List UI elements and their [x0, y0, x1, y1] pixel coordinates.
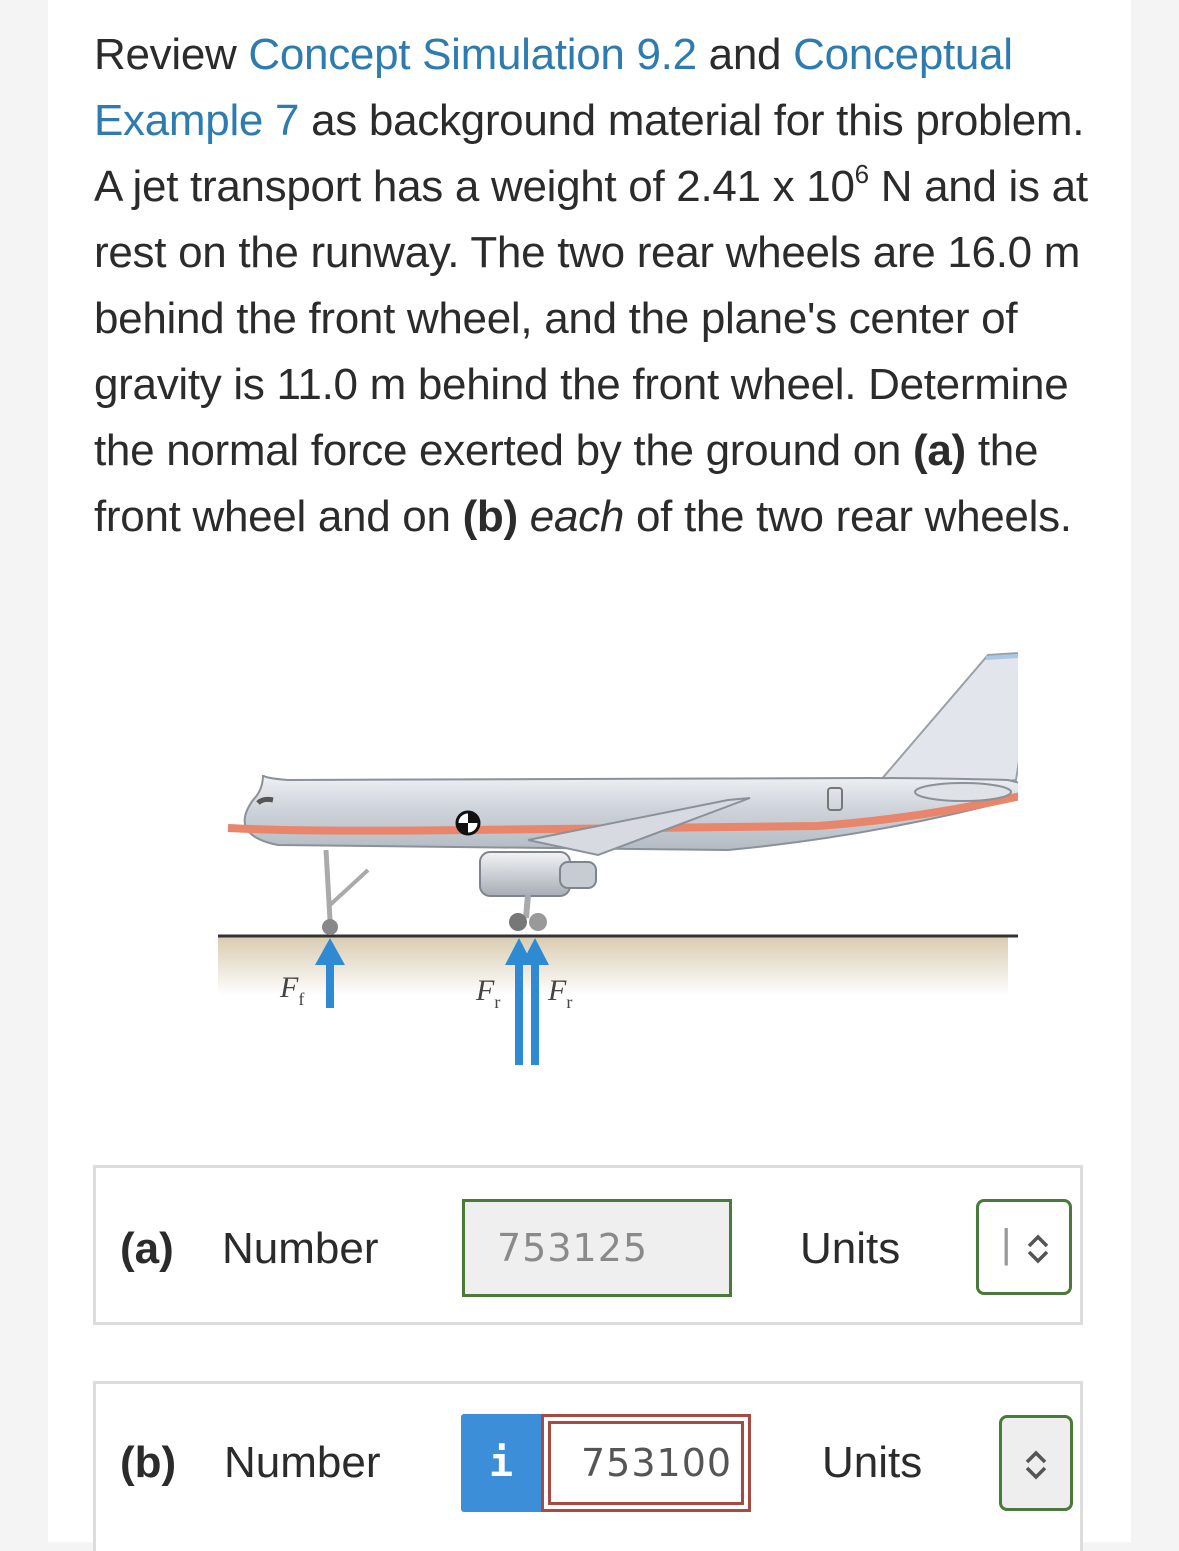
label-front-force: $F_f$: [280, 971, 305, 1009]
center-of-gravity-marker: [457, 812, 479, 834]
units-select-a[interactable]: [976, 1199, 1072, 1295]
label-rear-force-right: $F_r$: [548, 974, 573, 1012]
page: [48, 0, 1131, 1542]
tail-fin: [868, 652, 1018, 795]
conceptual-example-link[interactable]: Conceptual Example 7: [94, 30, 1013, 145]
units-label-b: Units: [822, 1438, 923, 1487]
part-b-marker: (b): [462, 492, 518, 541]
emphasis-each: each: [529, 492, 625, 541]
problem-text: Review: [94, 30, 249, 79]
units-select-a-value: |: [1001, 1222, 1012, 1266]
info-button[interactable]: i: [461, 1414, 541, 1512]
label-rear-force-left: $F_r$: [476, 974, 501, 1012]
problem-statement: [94, 22, 1094, 550]
exponent: 6: [854, 159, 869, 189]
problem-text: as background material for this problem. A jet transport has a weight of 2.41 x 10: [94, 96, 1085, 211]
problem-text: of the two rear wheels.: [624, 492, 1072, 541]
chevron-up-down-icon: [1023, 1232, 1053, 1266]
problem-text: the front wheel and on: [94, 426, 1039, 541]
engine: [480, 852, 570, 896]
airplane-figure: [168, 640, 1018, 1080]
concept-simulation-link[interactable]: Concept Simulation 9.2: [248, 30, 697, 79]
answer-row-a: [93, 1165, 1083, 1325]
number-input-b[interactable]: 753100: [548, 1421, 744, 1505]
rear-landing-gear: [509, 895, 547, 931]
rear-force-arrow-right: [521, 938, 549, 1065]
number-label-a: Number: [222, 1224, 379, 1273]
ground: [218, 936, 1008, 996]
problem-text: N and is at rest on the runway. The two rear wheels are 16.0 m behind the front wheel, and the plane's center of gravity is 11.0 m behind the front wheel. Determine the normal force exerted by the ground on: [94, 162, 1088, 475]
part-a-marker: (a): [913, 426, 966, 475]
part-b-label: (b): [120, 1438, 177, 1487]
number-label-b: Number: [224, 1438, 381, 1487]
problem-text: [518, 492, 530, 541]
answer-row-b: [93, 1381, 1083, 1551]
units-label-a: Units: [800, 1224, 901, 1273]
part-a-label: (a): [120, 1224, 174, 1273]
front-landing-gear: [322, 850, 368, 935]
number-input-b-wrapper: [541, 1414, 751, 1512]
airplane-diagram: [168, 640, 1018, 1080]
problem-text: and: [696, 30, 794, 79]
number-input-a[interactable]: 753125: [462, 1199, 732, 1297]
chevron-up-down-icon: [1021, 1448, 1051, 1482]
units-select-b[interactable]: [999, 1415, 1073, 1511]
